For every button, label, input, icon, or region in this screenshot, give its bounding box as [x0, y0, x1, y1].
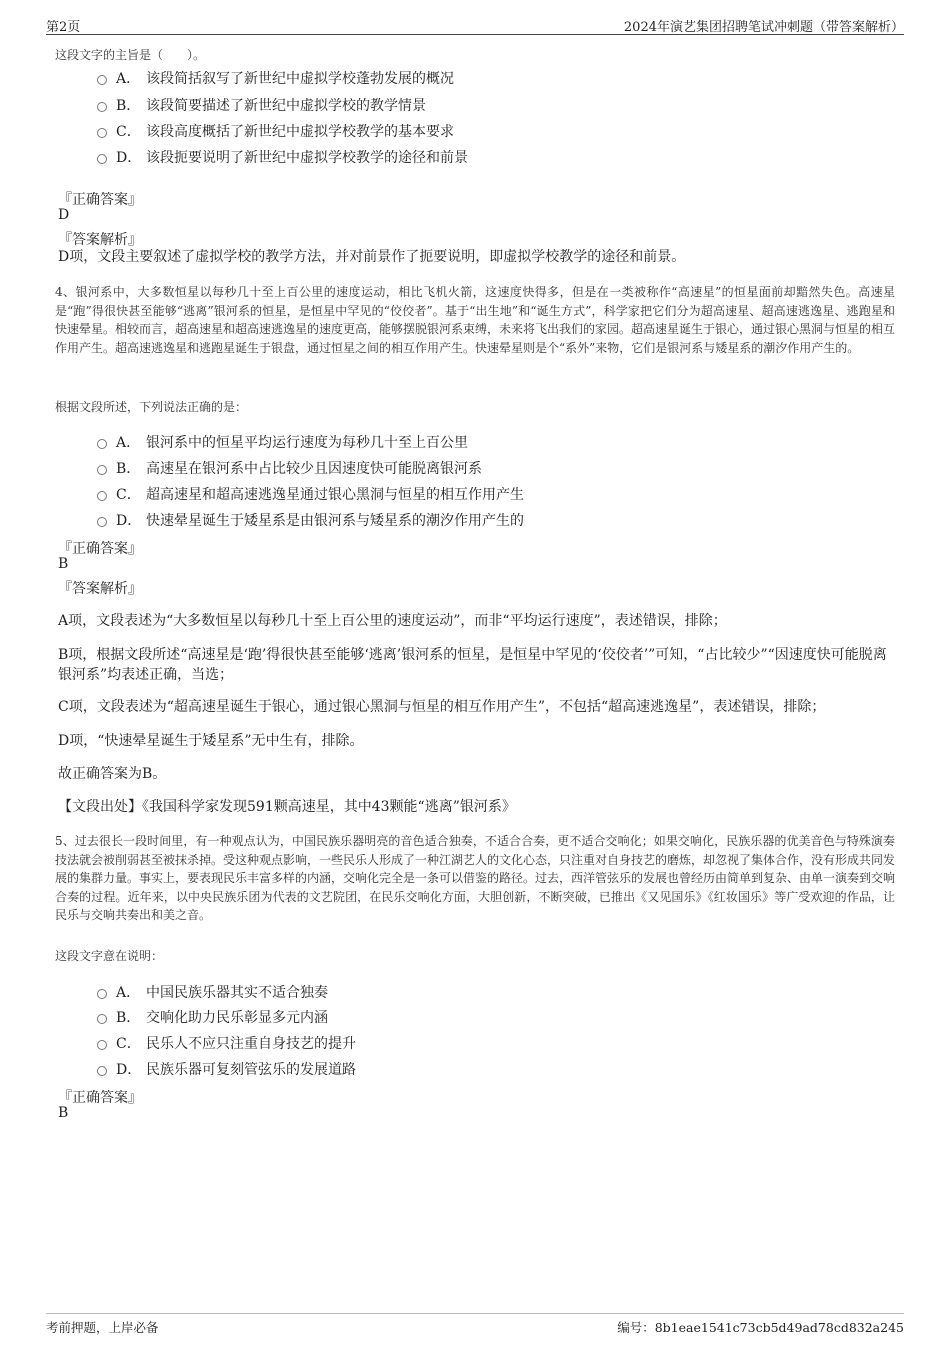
- q4-option-a[interactable]: A． 银河系中的恒星平均运行速度为每秒几十至上百公里: [97, 432, 468, 452]
- page-footer: [46, 1313, 904, 1337]
- radio-icon[interactable]: [97, 491, 107, 501]
- radio-icon[interactable]: [97, 1040, 107, 1050]
- q4-analysis-d: D项，“快速晕星诞生于矮星系”无中生有，排除。: [58, 733, 364, 749]
- q3-analysis-label: 『答案解析』: [58, 232, 142, 248]
- q3-option-c[interactable]: C． 该段高度概括了新世纪中虚拟学校教学的基本要求: [97, 121, 454, 141]
- q3-option-a[interactable]: A． 该段简括叙写了新世纪中虚拟学校蓬勃发展的概况: [97, 68, 454, 88]
- q4-passage: 4、银河系中，大多数恒星以每秒几十至上百公里的速度运动，相比飞机火箭，这速度快得多，但是在一类被称作“高速星”的恒星面前却黯然失色。高速星是“跑”得很快甚至能够“逃离”银河系的恒星，是恒星中罕见的“佼佼者”。基于“出生地”和“诞生方式”，科学家把它们分为超高速星、超高速逃逸星、逃跑星和快速晕星。相较而言，超高速星和超高速逃逸星的速度更高，能够摆脱银河系束缚，未来将飞出我们的家园。超高速星诞生于银心，通过银心黑洞与恒星的相互作用产生。超高速逃逸星和逃跑星诞生于银盘，通过恒星之间的相互作用产生。快速晕星则是个“系外”来物，它们是银河系与矮星系的潮汐作用产生的。: [55, 285, 896, 355]
- radio-icon[interactable]: [97, 154, 107, 164]
- q5-stem: 这段文字意在说明：: [55, 949, 164, 963]
- q3-analysis: D项，文段主要叙述了虚拟学校的教学方法，并对前景作了扼要说明，即虚拟学校教学的途径和前景。: [58, 249, 686, 265]
- q4-analysis-c: C项，文段表述为“超高速星诞生于银心，通过银心黑洞与恒星的相互作用产生”，不包括“超高速逃逸星”，表述错误，排除；: [58, 699, 826, 715]
- q3-answer: D: [58, 207, 70, 223]
- radio-icon[interactable]: [97, 1066, 107, 1076]
- radio-icon[interactable]: [97, 517, 107, 527]
- q4-option-b[interactable]: B． 高速星在银河系中占比较少且因速度快可能脱离银河系: [97, 458, 482, 478]
- page-header: [46, 16, 904, 35]
- radio-icon[interactable]: [97, 75, 107, 85]
- radio-icon[interactable]: [97, 465, 107, 475]
- document-id: 编号：8b1eae1541c73cb5d49ad78cd832a245: [617, 1320, 904, 1335]
- q3-stem: 这段文字的主旨是（ ）。: [55, 48, 206, 62]
- radio-icon[interactable]: [97, 1014, 107, 1024]
- q5-option-d[interactable]: D． 民族乐器可复刻管弦乐的发展道路: [97, 1059, 356, 1079]
- q3-option-d[interactable]: D． 该段扼要说明了新世纪中虚拟学校教学的途径和前景: [97, 147, 468, 167]
- radio-icon[interactable]: [97, 989, 107, 999]
- q5-answer: B: [58, 1105, 69, 1121]
- q5-passage: 5、过去很长一段时间里，有一种观点认为，中国民族乐器明亮的音色适合独奏，不适合合奏，更不适合交响化；如果交响化，民族乐器的优美音色与特殊演奏技法就会被削弱甚至被抹杀掉。受这种观点影响，一些民乐人形成了一种江湖艺人的文化心态，只注重对自身技艺的磨炼，却忽视了集体合作，没有形成共同发展的集群力量。事实上，要表现民乐丰富多样的内涵，交响化完全是一条可以借鉴的路径。过去，西洋管弦乐的发展也曾经历由简单到复杂、由单一演奏到交响合奏的过程。近年来，以中央民族乐团为代表的文艺院团，在民乐交响化方面，大胆创新，不断突破，已推出《又见国乐》《红妆国乐》等广受欢迎的作品，让民乐与交响共奏出和美之音。: [55, 834, 896, 922]
- q4-analysis-conclusion: 故正确答案为B。: [58, 766, 167, 782]
- q4-answer-label: 『正确答案』: [58, 541, 142, 557]
- q4-analysis-b: B项，根据文段所述“高速星是‘跑’得很快甚至能够‘逃离’银河系的恒星，是恒星中罕见的‘佼佼者’”可知，“占比较少”“因速度快可能脱离银河系”均表述正确，当选；: [58, 647, 887, 683]
- radio-icon[interactable]: [97, 439, 107, 449]
- q5-option-b[interactable]: B． 交响化助力民乐彰显多元内涵: [97, 1007, 328, 1027]
- q5-answer-label: 『正确答案』: [58, 1090, 142, 1106]
- q3-option-b[interactable]: B． 该段简要描述了新世纪中虚拟学校的教学情景: [97, 95, 426, 115]
- radio-icon[interactable]: [97, 102, 107, 112]
- q4-stem: 根据文段所述，下列说法正确的是：: [55, 400, 248, 414]
- q5-option-a[interactable]: A． 中国民族乐器其实不适合独奏: [97, 982, 328, 1002]
- q4-source: 【文段出处】《我国科学家发现591颗高速星，其中43颗能“逃离”银河系》: [58, 799, 516, 815]
- document-title: 2024年演艺集团招聘笔试冲刺题（带答案解析）: [623, 20, 904, 35]
- q4-answer: B: [58, 556, 69, 572]
- page-number: 第2页: [46, 20, 81, 35]
- footer-slogan: 考前押题，上岸必备: [46, 1320, 159, 1335]
- q4-analysis-label: 『答案解析』: [58, 581, 142, 597]
- q3-answer-label: 『正确答案』: [58, 192, 142, 208]
- q4-option-d[interactable]: D． 快速晕星诞生于矮星系是由银河系与矮星系的潮汐作用产生的: [97, 510, 524, 530]
- radio-icon[interactable]: [97, 128, 107, 138]
- q4-analysis-a: A项，文段表述为“大多数恒星以每秒几十至上百公里的速度运动”，而非“平均运行速度”，表述错误，排除；: [58, 613, 727, 629]
- q4-option-c[interactable]: C． 超高速星和超高速逃逸星通过银心黑洞与恒星的相互作用产生: [97, 484, 524, 504]
- q5-option-c[interactable]: C． 民乐人不应只注重自身技艺的提升: [97, 1033, 356, 1053]
